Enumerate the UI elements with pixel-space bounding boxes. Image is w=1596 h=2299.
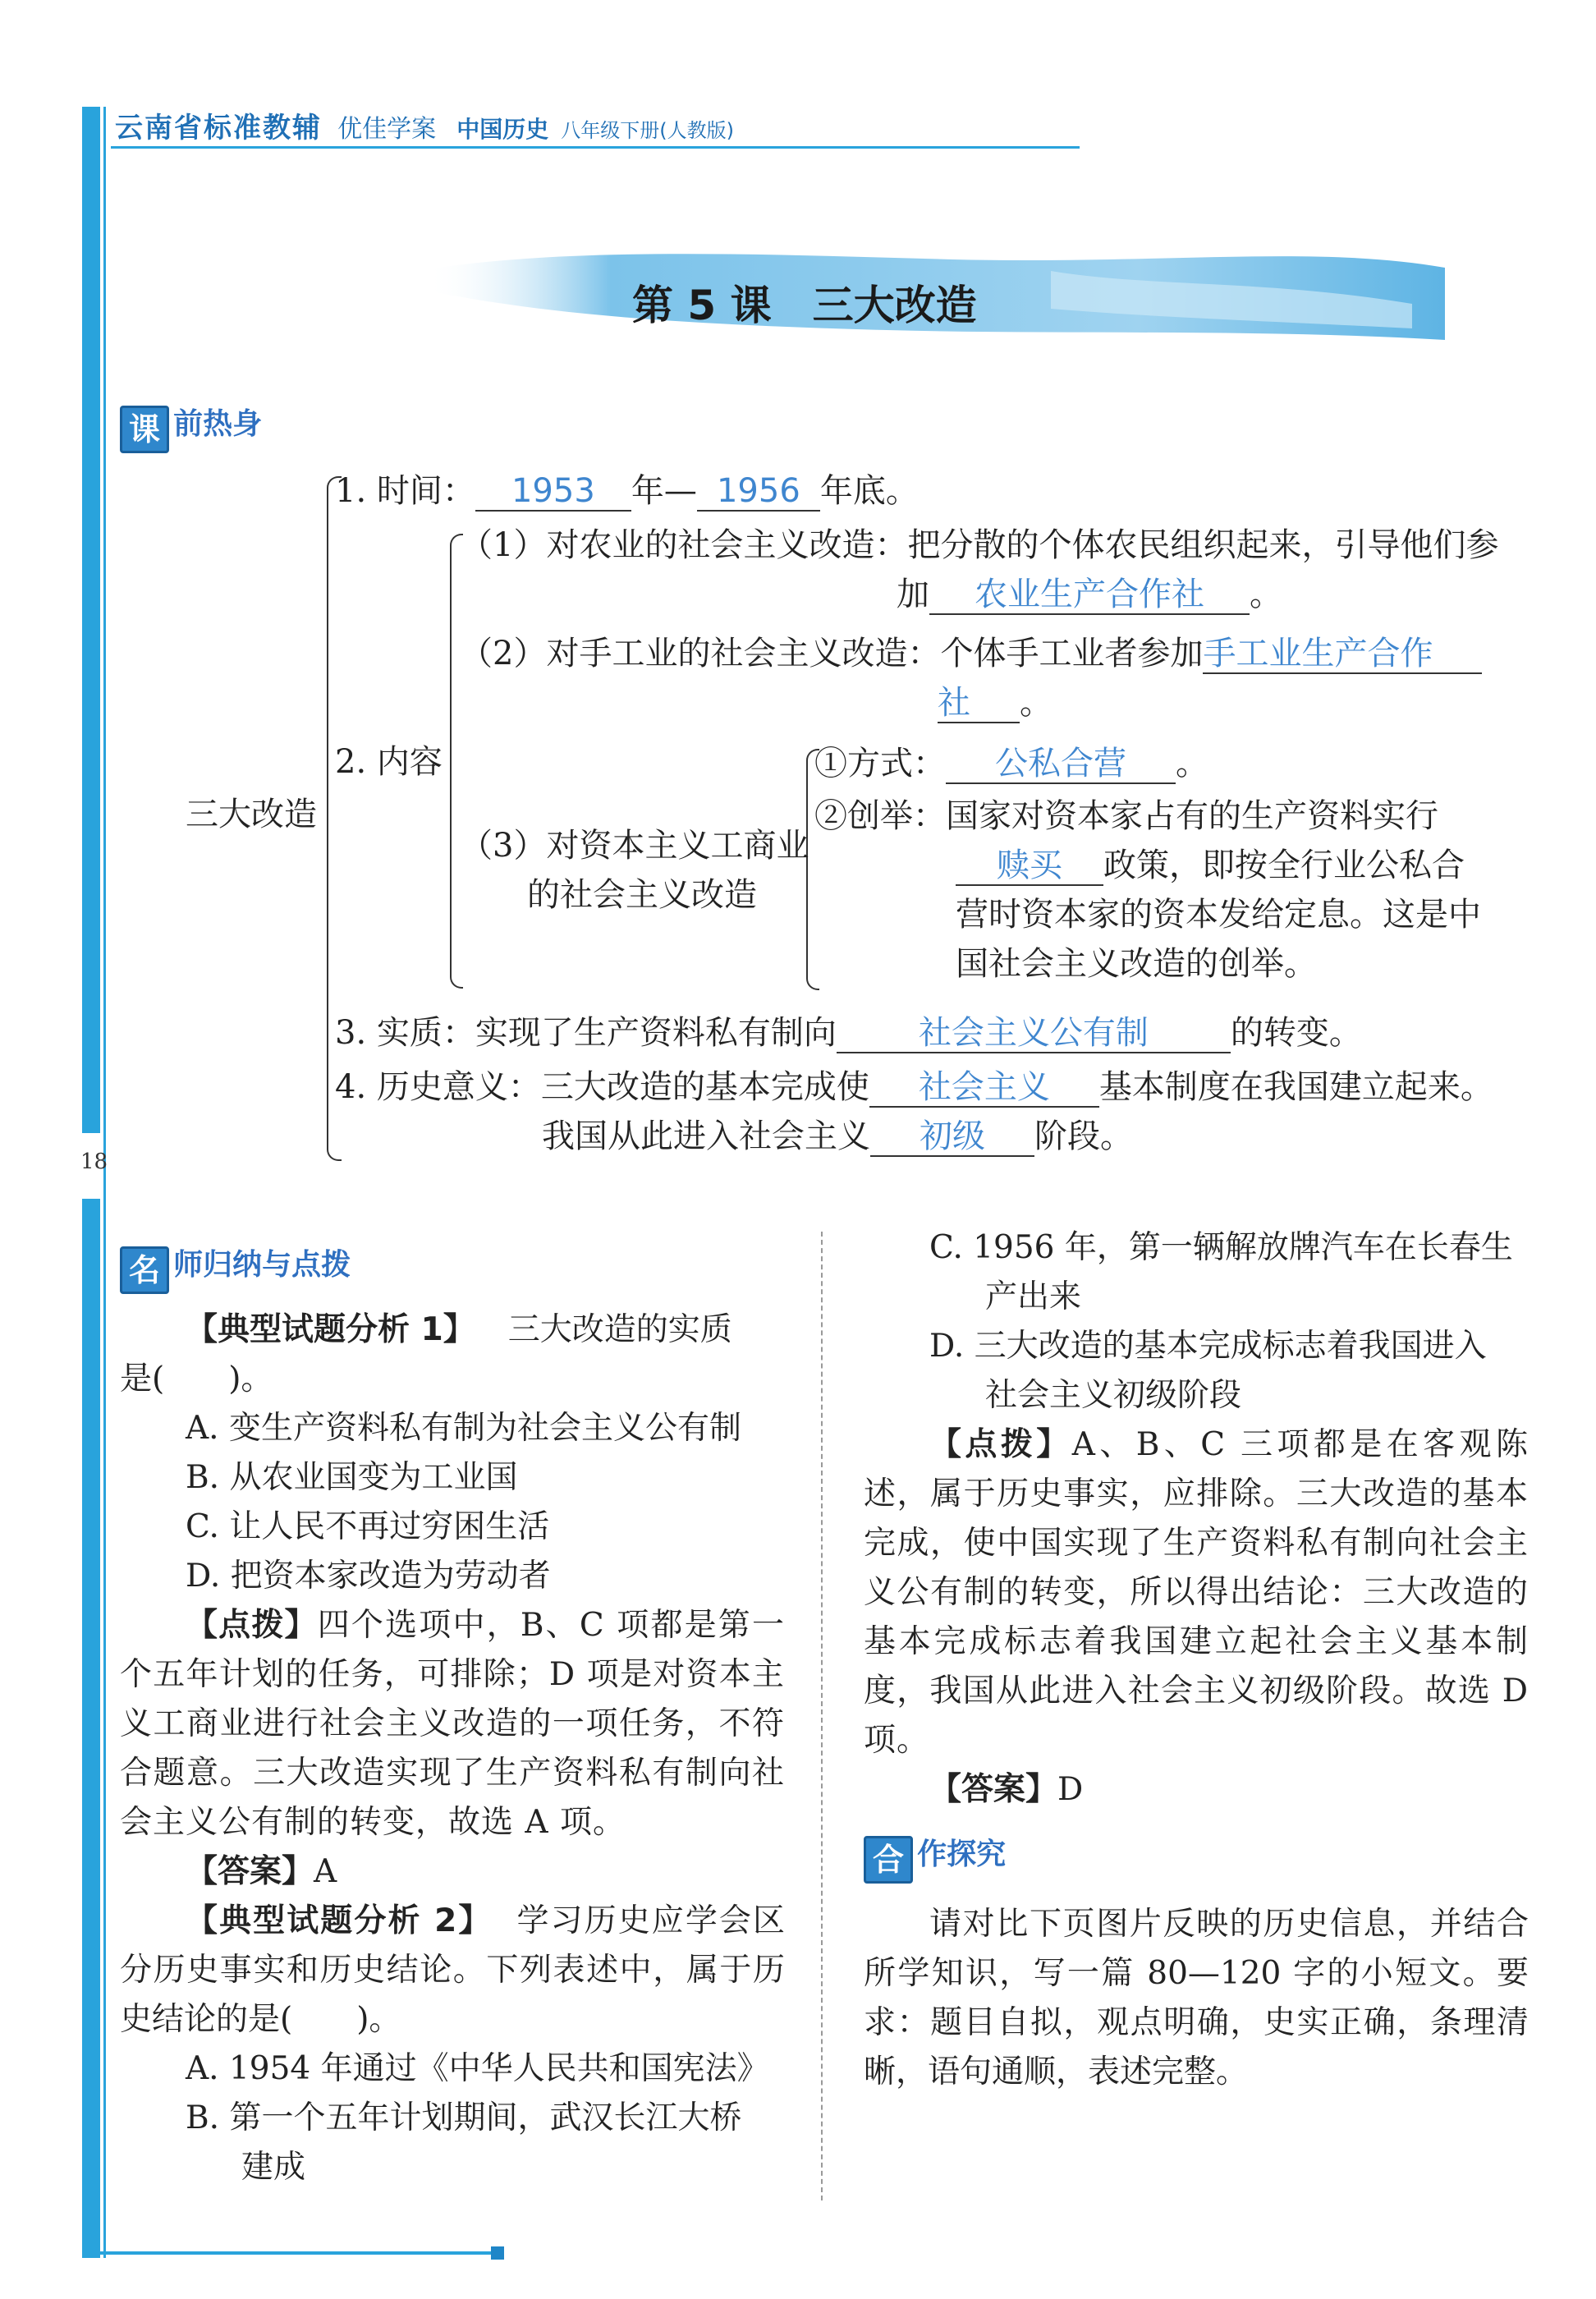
section-coop-title: 作探究 bbox=[917, 1838, 1007, 1871]
q2-tip: A、B、C 三项都是在客观陈述，属于历史事实，应排除。三大改造的基本完成，使中国实现了生产资料私有制向社会主义公有制的转变，所以得出结论：三大改造的基本完成标志着我国建立起社会主义基本制度，我国从此进入社会主义初级阶段。故选 D 项。 bbox=[864, 1426, 1529, 1759]
page-number: 18 bbox=[80, 1150, 108, 1174]
header-rule bbox=[111, 146, 1080, 149]
left-margin-line bbox=[103, 107, 106, 2258]
innovation-answer: 赎买 bbox=[956, 847, 1103, 886]
header-book: 优佳学案 bbox=[337, 115, 437, 144]
bottom-rule-square bbox=[491, 2246, 504, 2260]
time-line: 1. 时间： 1953 年— 1956 年底。 bbox=[335, 472, 919, 510]
essence-answer: 社会主义公有制 bbox=[837, 1014, 1231, 1053]
essence-line: 3. 实质：实现了生产资料私有制向 社会主义公有制 的转变。 bbox=[335, 1014, 1362, 1052]
bracket-root bbox=[327, 476, 342, 1161]
coop-text-block bbox=[864, 1900, 1529, 2097]
q2-head: 【典型试题分析 2】 bbox=[186, 1902, 493, 1939]
time-start-answer: 1953 bbox=[475, 472, 631, 512]
time-end-answer: 1956 bbox=[697, 472, 820, 512]
q1-tip-head: 【点拨】 bbox=[186, 1607, 318, 1644]
item3: （3）对资本主义工商业 的社会主义改造 bbox=[460, 827, 809, 914]
q2-option-a: A. 1954 年通过《中华人民共和国宪法》 bbox=[186, 2050, 769, 2087]
section-warmup-title: 前热身 bbox=[173, 407, 263, 441]
section-teacher-title: 师归纳与点拨 bbox=[173, 1248, 351, 1282]
q1-stem-cont: 是( )。 bbox=[120, 1361, 273, 1397]
q2-tip-head: 【点拨】 bbox=[929, 1426, 1072, 1463]
q2-option-b-cont: 建成 bbox=[241, 2149, 306, 2186]
q2-stem: 学习历史应学会区分历史事实和历史结论。下列表述中，属于历史结论的是( )。 bbox=[120, 1902, 785, 2038]
item2: （2）对手工业的社会主义改造：个体手工业者参加手工业生产合作 社 。 bbox=[460, 629, 1482, 727]
q1-option-b: B. 从农业国变为工业国 bbox=[186, 1459, 518, 1496]
root-label: 三大改造 bbox=[186, 796, 317, 833]
meaning-answer-2: 初级 bbox=[870, 1117, 1034, 1157]
section-warmup-heading bbox=[120, 401, 262, 453]
header-series: 云南省标准教辅 bbox=[115, 112, 322, 145]
q1-option-d: D. 把资本家改造为劳动者 bbox=[186, 1558, 551, 1595]
lesson-title: 第 5 课 三大改造 bbox=[632, 282, 977, 329]
q2-option-d-cont: 社会主义初级阶段 bbox=[985, 1377, 1242, 1414]
q1-answer-head: 【答案】 bbox=[186, 1853, 314, 1890]
q2-option-d: D. 三大改造的基本完成标志着我国进入 bbox=[929, 1328, 1487, 1365]
header bbox=[115, 105, 735, 145]
section-coop-tag: 合 bbox=[864, 1836, 913, 1884]
section-teacher-tag: 名 bbox=[120, 1246, 169, 1294]
q2-option-c: C. 1956 年，第一辆解放牌汽车在长春生 bbox=[929, 1229, 1513, 1266]
section-coop-heading bbox=[864, 1831, 1006, 1884]
item2-answer: 手工业生产合作 bbox=[1203, 635, 1482, 674]
section-teacher-heading bbox=[120, 1241, 351, 1294]
q1-option-a: A. 变生产资料私有制为社会主义公有制 bbox=[186, 1410, 741, 1447]
q1-tip: 四个选项中，B、C 项都是第一个五年计划的任务，可排除；D 项是对资本主义工商业进行社会主义改造的一项任务，不符合题意。三大改造实现了生产资料私有制向社会主义公有制的转变，故选 A 项。 bbox=[120, 1607, 785, 1841]
section-warmup-tag: 课 bbox=[120, 406, 169, 453]
content-label: 2. 内容 bbox=[335, 743, 443, 781]
header-grade: 八年级下册(人教版) bbox=[561, 119, 735, 142]
meaning-answer: 社会主义 bbox=[869, 1068, 1099, 1108]
coop-text: 请对比下页图片反映的历史信息，并结合所学知识，写一篇 80—120 字的小短文。要求：题目自拟，观点明确，史实正确，条理清晰，语句通顺，表述完整。 bbox=[864, 1906, 1529, 2090]
item1-answer: 农业生产合作社 bbox=[929, 576, 1250, 615]
method-line: ①方式： 公私合营 。 bbox=[814, 745, 1208, 782]
left-margin-bar-lower bbox=[82, 1199, 100, 2258]
meaning-block: 4. 历史意义：三大改造的基本完成使 社会主义 基本制度在我国建立起来。 我国从此进入社会主义 初级 阶段。 bbox=[335, 1068, 1493, 1155]
method-answer: 公私合营 bbox=[946, 745, 1176, 784]
q2-answer-head: 【答案】 bbox=[929, 1771, 1058, 1808]
q2-answer: D bbox=[1057, 1771, 1084, 1808]
left-margin-bar bbox=[82, 107, 100, 1133]
q2-option-c-cont: 产出来 bbox=[985, 1278, 1082, 1315]
left-column bbox=[120, 1306, 785, 2192]
innovation-block: ②创举：国家对资本家占有的生产资料实行 赎买 政策，即按全行业公私合 营时资本家的资本发给定息。这是中 国社会主义改造的创举。 bbox=[814, 797, 1481, 983]
bottom-rule bbox=[82, 2251, 501, 2255]
header-subject: 中国历史 bbox=[456, 116, 549, 143]
q2-option-b: B. 第一个五年计划期间，武汉长江大桥 bbox=[186, 2099, 742, 2136]
right-column bbox=[864, 1223, 1529, 1815]
q1-head: 【典型试题分析 1】 bbox=[186, 1311, 475, 1348]
q1-stem: 三大改造的实质 bbox=[507, 1311, 732, 1348]
q1-option-c: C. 让人民不再过穷困生活 bbox=[186, 1508, 550, 1545]
item1: （1）对农业的社会主义改造：把分散的个体农民组织起来，引导他们参 加 农业生产合作社 。 bbox=[460, 526, 1499, 613]
q1-answer: A bbox=[314, 1853, 337, 1890]
column-divider bbox=[821, 1232, 823, 2200]
